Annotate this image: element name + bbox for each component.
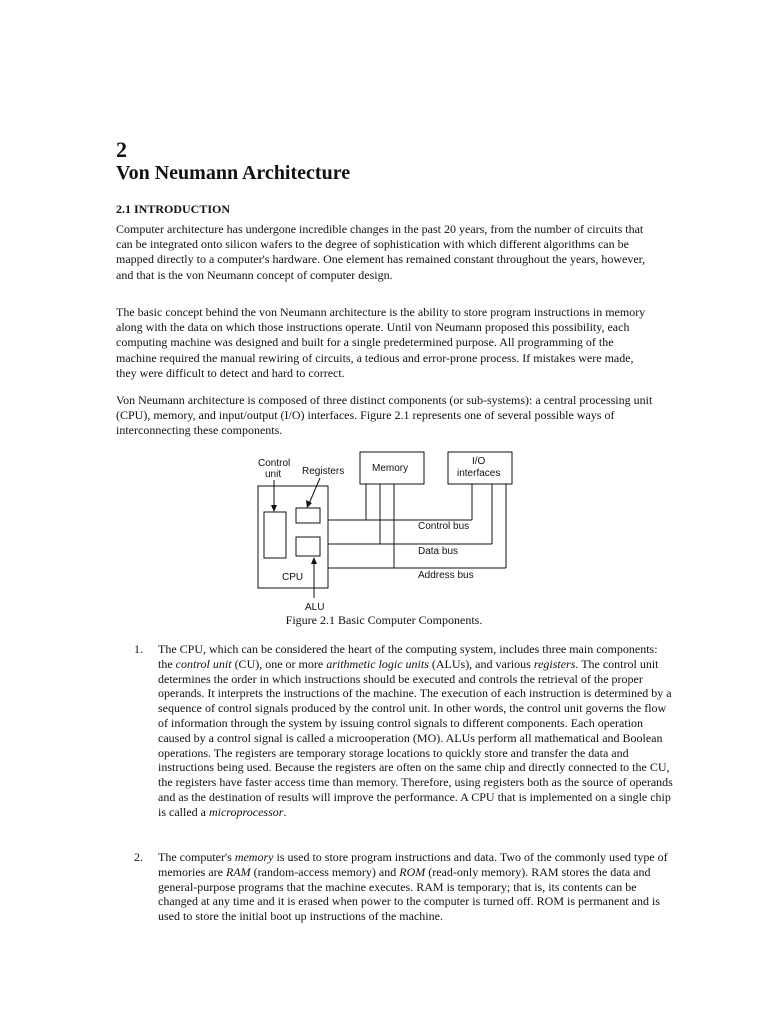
io-label-line1: I/O — [472, 456, 486, 467]
control-unit-box — [264, 512, 286, 558]
figure-caption: Figure 2.1 Basic Computer Components. — [285, 613, 483, 627]
address-bus-label: Address bus — [418, 570, 474, 581]
list-item-number: 2. — [134, 850, 143, 864]
control-unit-arrowhead — [271, 505, 277, 512]
alu-box — [296, 537, 320, 556]
list-text-segment: . — [283, 804, 287, 819]
computer-components-diagram — [244, 448, 524, 616]
list-text-segment: (read-only memory). RAM stores the data and general-purpose programs that the machine executes. RAM is temporary; that is, its contents can be changed at any time and it is erased when power to the computer is turned off. ROM is permanent and is used to store the initial boot up instructions of the machine. — [158, 864, 660, 924]
registers-pointer — [308, 478, 320, 506]
list-text-segment: (random-access memory) and — [250, 864, 400, 879]
alu-arrowhead — [311, 557, 317, 564]
concept-paragraph: The basic concept behind the von Neumann architecture is the ability to store program instructions in memory along with the data on which those instructions operate. Until von Neumann proposed this possibility, each computing machine was designed and built for a single predetermined purpose. All programming of the machine required the manual rewiring of circuits, a tedious and error-prone process. If mistakes were made, they were difficult to detect and hard to correct. — [116, 305, 646, 380]
list-text-segment: . The control unit determines the order in which instructions should be executed and controls the retrieval of the proper operands. It interprets the instructions of the machine. The execution of each instruction is determined by a sequence of control signals produced by the control unit. In other words, the control unit governs the flow of information through the system by issuing control signals to different components. Each operation caused by a control signal is called a microoperation (MO). ALUs perform all mathematical and Boolean operations. The registers are temporary storage locations to quickly store and transfer the data and instructions being used. Because the registers are often on the same chip and directly connected to the CU, the registers have faster access time than memory. Therefore, using registers both as the source of operands and as the destination of results will improve the performance. A CPU that is implemented on a single chip is called a — [158, 656, 673, 819]
registers-term: registers — [533, 656, 576, 671]
list-item-text — [158, 642, 674, 820]
components-paragraph: Von Neumann architecture is composed of three distinct components (or sub-systems): a central processing unit (CPU), memory, and input/output (I/O) interfaces. Figure 2.1 represents one of several possible ways of interconnecting these components. — [116, 393, 653, 438]
chapter-number: 2 — [116, 137, 127, 162]
list-text-segment: (ALUs), and various — [428, 656, 534, 671]
rom-term: ROM — [399, 864, 426, 879]
cpu-label: CPU — [282, 572, 304, 583]
memory-label: Memory — [372, 463, 409, 474]
list-text-segment: The computer's — [158, 850, 235, 864]
io-label-line2: interfaces — [457, 468, 501, 479]
control-unit-label-line2: unit — [265, 469, 282, 480]
alu-label: ALU — [305, 602, 325, 613]
list-text-segment: The CPU, which can be considered the heart of the computing system, includes three main components: the — [158, 642, 658, 671]
section-heading: 2.1 INTRODUCTION — [116, 202, 231, 216]
intro-paragraph: Computer architecture has undergone incredible changes in the past 20 years, from the number of circuits that can be integrated onto silicon wafers to the degree of sophistication with which different algorithms can be mapped directly to a computer's hardware. One element has remained constant throughout the years, however, and that is the von Neumann concept of computer design. — [116, 222, 646, 282]
control-unit-label-line1: Control — [258, 458, 291, 469]
list-item-number: 1. — [134, 642, 143, 656]
registers-arrowhead — [306, 500, 312, 508]
list-item-text — [158, 850, 674, 924]
registers-label: Registers — [302, 466, 345, 477]
data-bus-label: Data bus — [418, 546, 459, 557]
chapter-title: Von Neumann Architecture — [116, 162, 351, 184]
memory-term: memory — [234, 850, 274, 864]
registers-box — [296, 508, 320, 523]
control-bus-label: Control bus — [418, 521, 470, 532]
ram-term: RAM — [225, 864, 251, 879]
microprocessor-term: microprocessor — [208, 804, 284, 819]
alu-term: arithmetic logic units — [326, 656, 429, 671]
control-unit-term: control unit — [175, 656, 232, 671]
list-text-segment: is used to store program instructions and data. Two of the commonly used type of memories are — [158, 850, 668, 879]
list-text-segment: (CU), one or more — [231, 656, 327, 671]
